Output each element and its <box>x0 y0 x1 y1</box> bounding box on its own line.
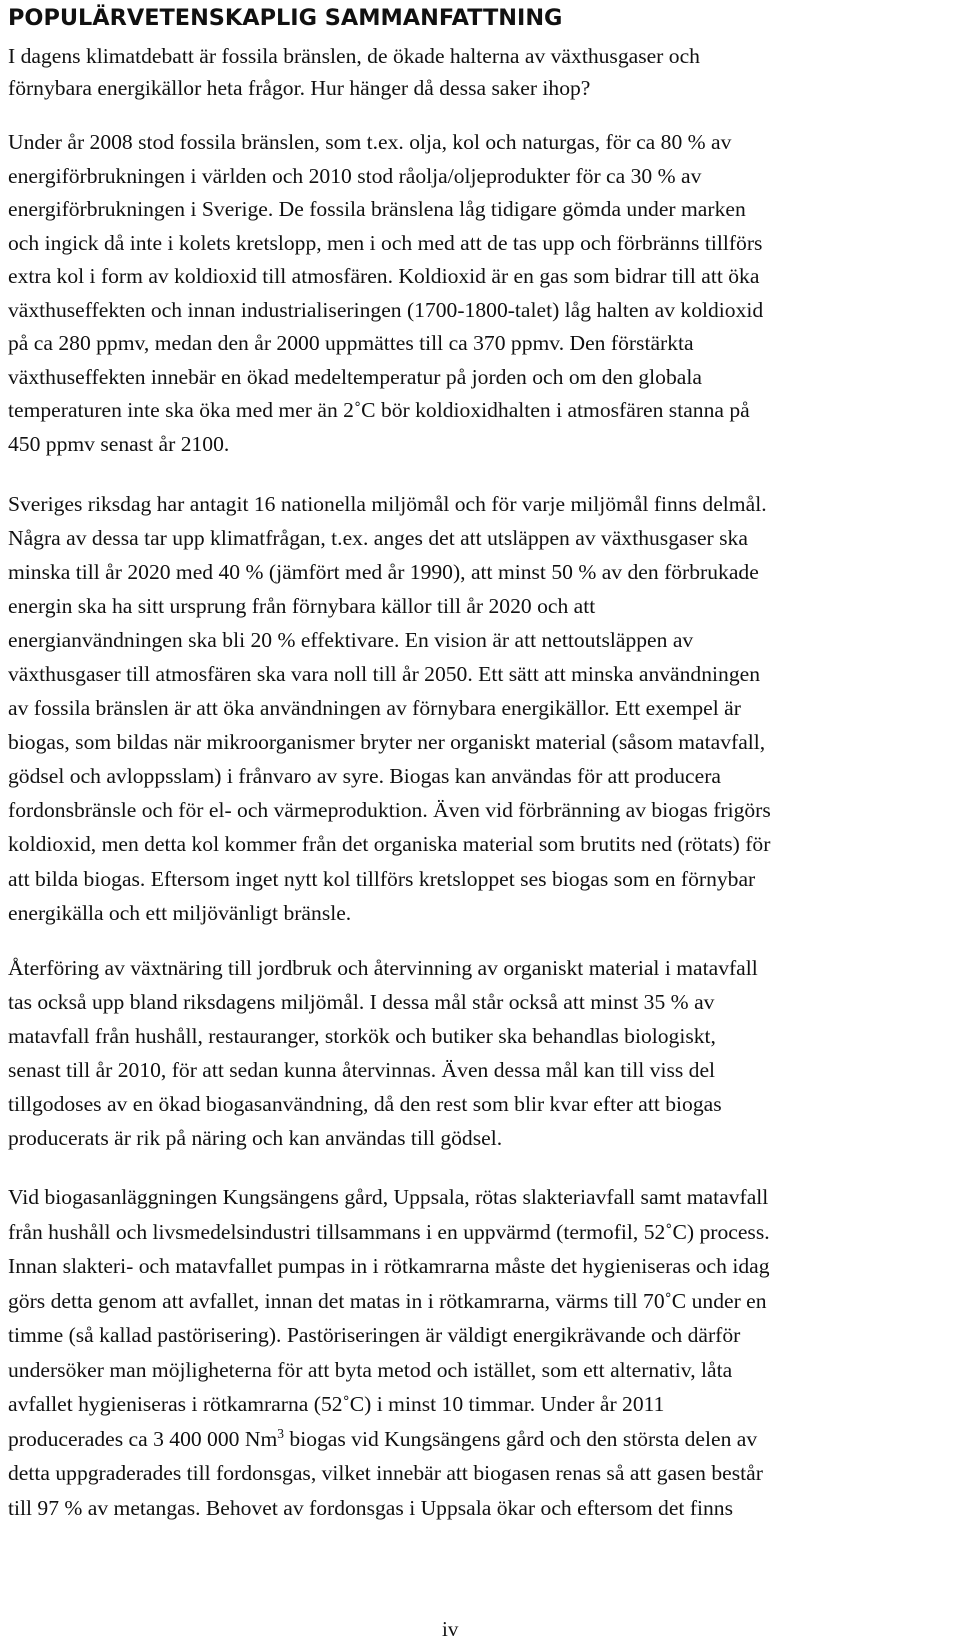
text-line: senast till år 2010, för att sedan kunna återvinnas. Även dessa mål kan till viss del <box>8 1058 716 1082</box>
text-line: gödsel och avloppsslam) i frånvaro av syre. Biogas kan användas för att producera <box>8 764 721 789</box>
text-line: växthusgaser till atmosfären ska vara noll till år 2050. Ett sätt att minska användningen <box>8 662 760 687</box>
text-line-with-unit <box>8 1422 954 1457</box>
text-line: undersöker man möjligheterna för att byta metod och istället, som ett alternativ, låta <box>8 1357 733 1382</box>
text-line: görs detta genom att avfallet, innan det matas in i rötkamrarna, värms till 70˚C under en <box>8 1288 767 1313</box>
text-fragment: producerades ca 3 400 000 Nm <box>8 1426 278 1451</box>
text-line: energiförbrukningen i världen och 2010 stod råolja/oljeprodukter för ca 30 % av <box>8 163 702 188</box>
text-line: Några av dessa tar upp klimatfrågan, t.ex. anges det att utsläppen av växthusgaser ska <box>8 526 748 551</box>
page-number: iv <box>442 1617 459 1641</box>
text-line: och ingick då inte i kolets kretslopp, men i och med att de tas upp och förbränns tillförs <box>8 230 763 255</box>
text-line: I dagens klimatdebatt är fossila bränslen, de ökade halterna av växthusgaser och <box>8 44 700 68</box>
text-line: energiförbrukningen i Sverige. De fossila bränslena låg tidigare gömda under marken <box>8 197 746 221</box>
text-line: på ca 280 ppmv, medan den år 2000 uppmättes till ca 370 ppmv. Den förstärkta <box>8 331 694 355</box>
paragraph-kungsangens-gard <box>8 1180 954 1525</box>
paragraph-nutrient-recycling <box>8 951 954 1155</box>
text-fragment: biogas vid Kungsängens gård och den största delen av <box>284 1426 758 1451</box>
text-line: koldioxid, men detta kol kommer från det organiska material som brutits ned (rötats) för <box>8 832 771 857</box>
text-line: Återföring av växtnäring till jordbruk och återvinning av organiskt material i matavfall <box>8 956 758 980</box>
text-line: tas också upp bland riksdagens miljömål. I dessa mål står också att minst 35 % av <box>8 990 715 1014</box>
text-line: temperaturen inte ska öka med mer än 2˚C bör koldioxidhalten i atmosfären stanna på <box>8 398 750 422</box>
text-line: energikälla och ett miljövänligt bränsle. <box>8 900 352 925</box>
text-line: Sveriges riksdag har antagit 16 nationella miljömål och för varje miljömål finns delmål. <box>8 492 767 516</box>
paragraph-intro <box>8 40 954 104</box>
text-line: Innan slakteri- och matavfallet pumpas in i rötkamrarna måste det hygieniseras och idag <box>8 1254 770 1278</box>
section-heading: POPULÄRVETENSKAPLIG SAMMANFATTNING <box>8 5 563 31</box>
text-line: minska till år 2020 med 40 % (jämfört med år 1990), att minst 50 % av den förbrukade <box>8 560 759 585</box>
text-line: växthuseffekten och innan industrialiseringen (1700-1800-talet) låg halten av koldioxid <box>8 297 764 322</box>
text-line: avfallet hygieniseras i rötkamrarna (52˚C) i minst 10 timmar. Under år 2011 <box>8 1392 665 1416</box>
text-line: från hushåll och livsmedelsindustri tillsammans i en uppvärmd (termofil, 52˚C) process. <box>8 1219 770 1244</box>
text-line: Vid biogasanläggningen Kungsängens gård, Uppsala, rötas slakteriavfall samt matavfall <box>8 1185 769 1209</box>
text-line: Under år 2008 stod fossila bränslen, som t.ex. olja, kol och naturgas, för ca 80 % av <box>8 130 732 154</box>
text-line: tillgodoses av en ökad biogasanvändning, då den rest som blir kvar efter att biogas <box>8 1092 722 1116</box>
text-line: biogas, som bildas när mikroorganismer bryter ner organiskt material (såsom matavfall, <box>8 730 766 755</box>
text-line: detta uppgraderades till fordonsgas, vilket innebär att biogasen renas så att gasen består <box>8 1461 763 1485</box>
text-line: energin ska ha sitt ursprung från förnybara källor till år 2020 och att <box>8 594 596 619</box>
text-line: energianvändningen ska bli 20 % effektivare. En vision är att nettoutsläppen av <box>8 628 694 653</box>
paragraph-environmental-goals <box>8 487 954 930</box>
text-line: 450 ppmv senast år 2100. <box>8 431 230 456</box>
text-line: av fossila bränslen är att öka användningen av förnybara energikällor. Ett exempel är <box>8 696 741 721</box>
text-line: förnybara energikällor heta frågor. Hur hänger då dessa saker ihop? <box>8 76 591 100</box>
superscript-exponent: 3 <box>277 1425 284 1441</box>
text-line: matavfall från hushåll, restauranger, storkök och butiker ska behandlas biologiskt, <box>8 1024 716 1048</box>
text-line: fordonsbränsle och för el- och värmeproduktion. Även vid förbränning av biogas frigörs <box>8 798 771 823</box>
paragraph-fossil-fuels <box>8 126 954 461</box>
text-line: att bilda biogas. Eftersom inget nytt kol tillförs kretsloppet ses biogas som en förnybar <box>8 866 756 891</box>
text-line: till 97 % av metangas. Behovet av fordonsgas i Uppsala ökar och eftersom det finns <box>8 1495 734 1520</box>
text-line: extra kol i form av koldioxid till atmosfären. Koldioxid är en gas som bidrar till att öka <box>8 264 760 288</box>
text-line: producerats är rik på näring och kan användas till gödsel. <box>8 1126 503 1150</box>
text-line: timme (så kallad pastörisering). Pastöriseringen är väldigt energikrävande och därför <box>8 1323 741 1347</box>
text-line: växthuseffekten innebär en ökad medeltemperatur på jorden och om den globala <box>8 364 702 389</box>
